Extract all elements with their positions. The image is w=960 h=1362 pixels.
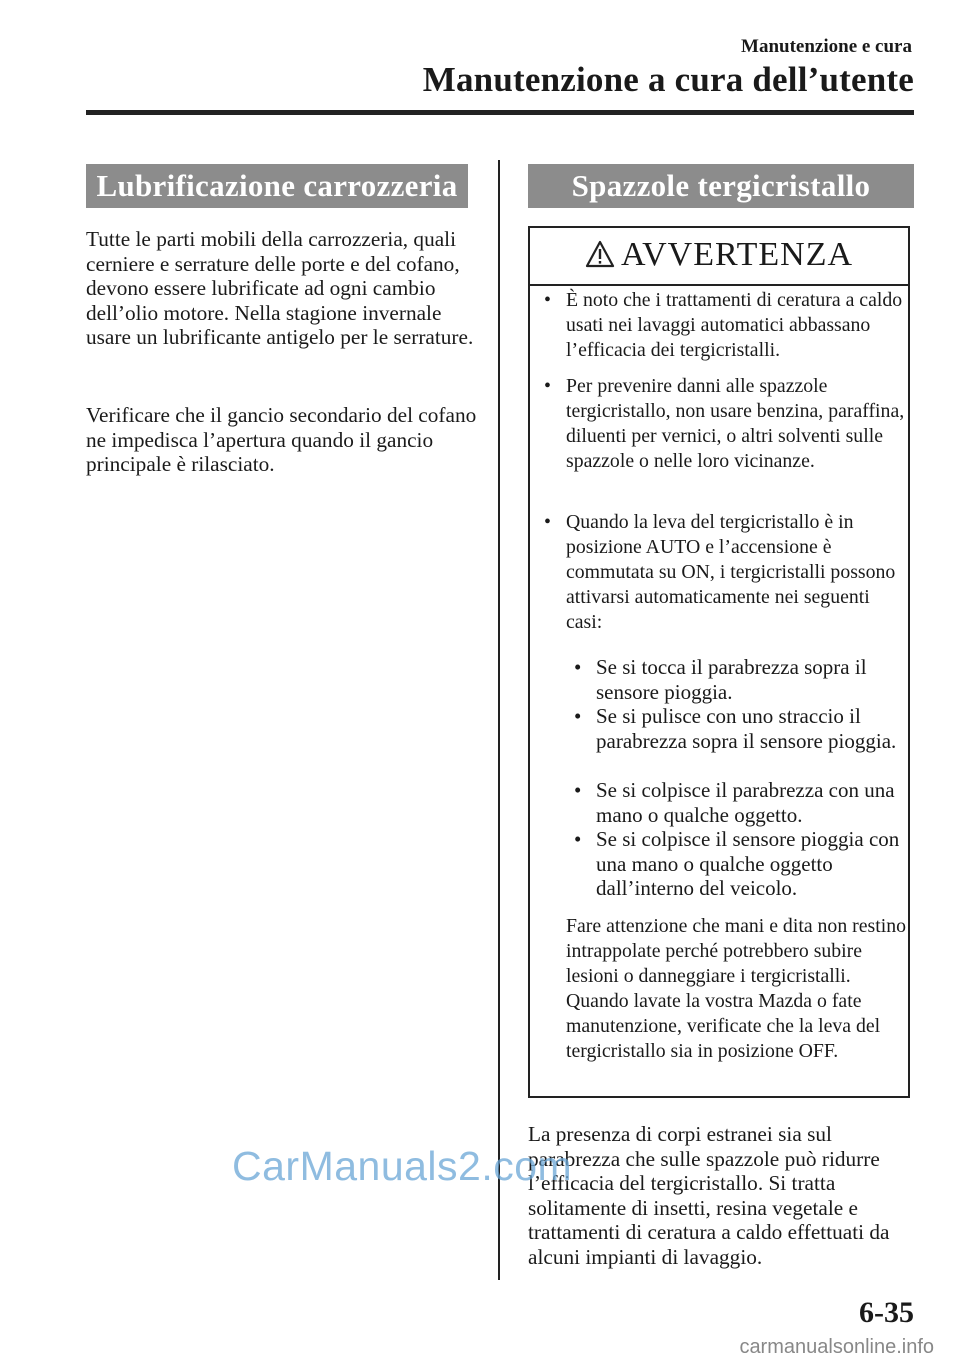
- page-number: 6-35: [859, 1296, 914, 1329]
- sub-bullet-dot: •: [574, 655, 582, 679]
- warning-bullet-text: Quando la leva del tergicristallo è in posizione AUTO e l’accensione è commutata su ON, i tergicristalli possono attivarsi automaticamente nei seguenti casi:: [566, 511, 896, 633]
- warning-note: Fare attenzione che mani e dita non restino intrappolate perché potrebbero subire lesioni o danneggiare i tergicristalli. Quando lavate la vostra Mazda o fate manutenzione, verificate che la leva del tergicristallo sia in posizione OFF.: [566, 915, 906, 1062]
- warning-sub-bullet-text: Se si pulisce con uno straccio il parabrezza sopra il sensore pioggia.: [596, 704, 897, 753]
- warning-sub-bullet-text: Se si colpisce il parabrezza con una mano o qualche oggetto.: [596, 778, 895, 827]
- watermark-logo: CarManuals2.com: [232, 1143, 573, 1189]
- wipers-paragraph: La presenza di corpi estranei sia sul parabrezza che sulle spazzole può ridurre l’efficacia del tergicristallo. Si tratta solitamente di insetti, resina vegetale e trattamenti di ceratura a caldo effettuati da alcuni impianti di lavaggio.: [528, 1122, 890, 1269]
- warning-bullet-text: È noto che i trattamenti di ceratura a caldo usati nei lavaggi automatici abbassano l’efficacia dei tergicristalli.: [566, 289, 903, 361]
- lubrication-paragraph-1: Tutte le parti mobili della carrozzeria, quali cerniere e serrature delle porte e del cofano, devono essere lubrificate ad ogni cambio dell’olio motore. Nella stagione invernale usare un lubrificante antigelo per le serrature.: [86, 227, 474, 349]
- section-heading-lubrication: Lubrificazione carrozzeria: [86, 164, 468, 208]
- footer-site-link[interactable]: carmanualsonline.info: [739, 1336, 934, 1358]
- sub-bullet-dot: •: [574, 827, 582, 851]
- section-heading-wipers: Spazzole tergicristallo: [528, 164, 914, 208]
- warning-sub-bullet-text: Se si tocca il parabrezza sopra il sensore pioggia.: [596, 655, 867, 704]
- warning-bullet-text: Per prevenire danni alle spazzole tergicristallo, non usare benzina, paraffina, diluenti per vernici, o altri solventi sulle spazzole o nelle loro vicinanze.: [566, 375, 905, 472]
- warning-title: AVVERTENZA: [620, 236, 854, 273]
- warning-triangle-icon: [585, 239, 615, 277]
- sub-bullet-dot: •: [574, 778, 582, 802]
- warning-header: [530, 236, 908, 277]
- warning-rule: [530, 284, 908, 286]
- header-section-label: Manutenzione e cura: [741, 36, 912, 57]
- bullet-dot: •: [544, 375, 551, 397]
- warning-box: [528, 226, 910, 1098]
- sub-bullet-dot: •: [574, 704, 582, 728]
- lubrication-paragraph-2: Verificare che il gancio secondario del cofano ne impedisca l’apertura quando il gancio principale è rilasciato.: [86, 403, 477, 476]
- bullet-dot: •: [544, 511, 551, 533]
- header-rule: [86, 110, 914, 115]
- warning-sub-bullet-text: Se si colpisce il sensore pioggia con una mano o qualche oggetto dall’interno del veicolo.: [596, 827, 900, 900]
- page-title: Manutenzione a cura dell’utente: [422, 60, 914, 99]
- column-divider: [498, 160, 500, 1280]
- bullet-dot: •: [544, 289, 551, 311]
